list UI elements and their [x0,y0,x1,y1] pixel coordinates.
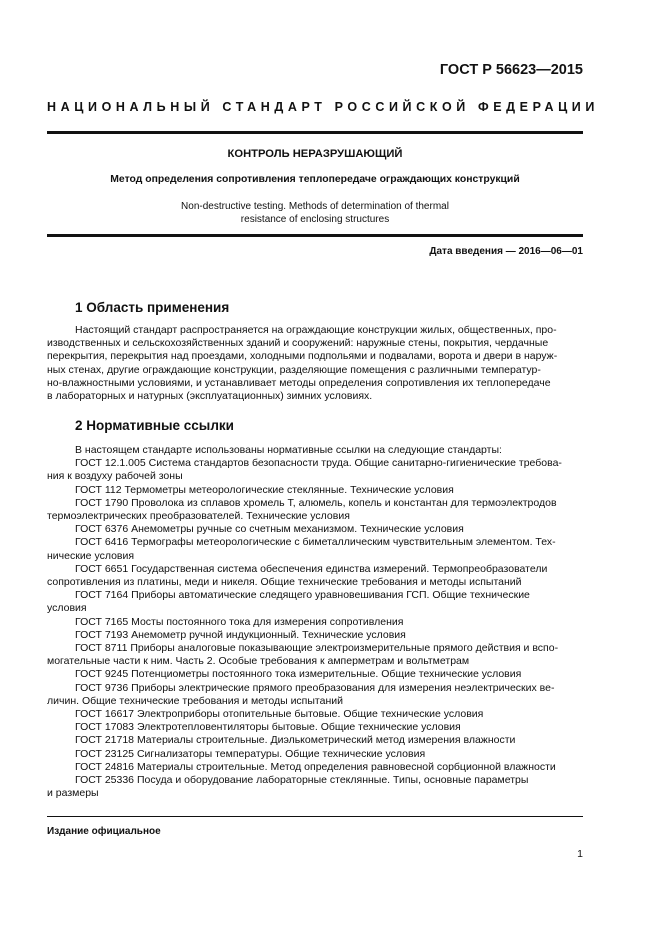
section-2-heading: 2 Нормативные ссылки [75,418,234,433]
paragraph-line: ных стенах, другие ограждающие конструкции, разделяющие помещения с различными температур- [47,363,541,376]
paragraph-line: изводственных и сельскохозяйственных зданий и сооружений: наружные стены, покрытия, чердачные [47,337,549,350]
reference-line: термоэлектрических преобразователей. Технические условия [47,510,350,523]
english-title-line: resistance of enclosing structures [240,214,390,225]
reference-line: ГОСТ 6651 Государственная система обеспечения единства измерений. Термопреобразователи [75,562,548,575]
reference-line: ГОСТ 17083 Электротепловентиляторы бытовые. Общие технические условия [75,721,461,734]
paragraph-line: но-влажностными условиями, и устанавливает методы определения сопротивления их теплопередаче [47,376,551,389]
national-standard-banner: НАЦИОНАЛЬНЫЙ СТАНДАРТ РОССИЙСКОЙ ФЕДЕРАЦИИ [47,100,599,114]
reference-line: могательные части к ним. Часть 2. Особые требования к амперметрам и вольтметрам [47,655,470,668]
reference-line: сопротивления из платины, меди и никеля. Общие технические требования и методы испытаний [47,576,522,589]
reference-line: ГОСТ 25336 Посуда и оборудование лабораторные стеклянные. Типы, основные параметры [75,774,529,787]
standard-code: ГОСТ Р 56623—2015 [439,62,583,78]
footer-rule [47,816,583,817]
reference-line: ГОСТ 8711 Приборы аналоговые показывающие электроизмерительные прямого действия и вспо- [75,642,559,655]
document-subtitle: Метод определения сопротивления теплопередаче ограждающих конструкций [110,174,520,185]
reference-line: ГОСТ 21718 Материалы строительные. Диэлькометрический метод измерения влажности [75,734,516,747]
reference-line: ГОСТ 1790 Проволока из сплавов хромель Т, алюмель, копель и константан для термоэлектродов [75,496,557,509]
reference-line: ГОСТ 7164 Приборы автоматические следящего уравновешивания ГСП. Общие технические [75,589,530,602]
section-1-body [47,324,583,403]
official-edition-label: Издание официальное [47,826,161,837]
paragraph-line: Настоящий стандарт распространяется на ограждающие конструкции жилых, общественных, про- [75,324,557,336]
paragraph-line: в лабораторных и натурных (эксплуатационных) зимних условиях. [47,390,373,403]
reference-line: В настоящем стандарте использованы нормативные ссылки на следующие стандарты: [75,444,502,456]
reference-line: и размеры [47,787,99,800]
reference-line: ГОСТ 112 Термометры метеорологические стеклянные. Технические условия [75,483,454,496]
english-title [47,200,583,226]
top-rule [47,131,583,134]
reference-line: ГОСТ 16617 Электроприборы отопительные бытовые. Общие технические условия [75,708,484,721]
reference-line: ния к воздуху рабочей зоны [47,470,183,483]
reference-line: ГОСТ 12.1.005 Система стандартов безопасности труда. Общие санитарно-гигиенические требова- [75,457,562,470]
reference-line: ГОСТ 23125 Сигнализаторы температуры. Общие технические условия [75,747,426,760]
english-title-line: Non-destructive testing. Methods of determination of thermal [181,201,449,212]
reference-line: ГОСТ 24816 Материалы строительные. Метод определения равновесной сорбционной влажности [75,760,556,773]
document-title: КОНТРОЛЬ НЕРАЗРУШАЮЩИЙ [227,148,403,160]
introduction-date: Дата введения — 2016—06—01 [429,246,583,257]
paragraph-line: перекрытия, перекрытия над проездами, холодными подпольями и подвалами, ворота и двери в наруж- [47,350,558,363]
reference-line: условия [47,602,87,615]
reference-line: нические условия [47,549,135,562]
reference-line: ГОСТ 7193 Анемометр ручной индукционный. Технические условия [75,628,406,641]
page-number: 1 [577,848,583,860]
reference-line: ГОСТ 9245 Потенциометры постоянного тока измерительные. Общие технические условия [75,668,522,681]
section-1-heading: 1 Область применения [75,300,230,315]
reference-line: личин. Общие технические требования и методы испытаний [47,694,343,707]
reference-line: ГОСТ 9736 Приборы электрические прямого преобразования для измерения неэлектрических ве- [75,681,555,694]
reference-line: ГОСТ 6376 Анемометры ручные со счетным механизмом. Технические условия [75,523,464,536]
reference-line: ГОСТ 7165 Мосты постоянного тока для измерения сопротивления [75,615,404,628]
title-bottom-rule [47,234,583,237]
section-2-references [47,444,583,800]
reference-line: ГОСТ 6416 Термографы метеорологические с биметаллическим чувствительным элементом. Тех- [75,536,556,549]
